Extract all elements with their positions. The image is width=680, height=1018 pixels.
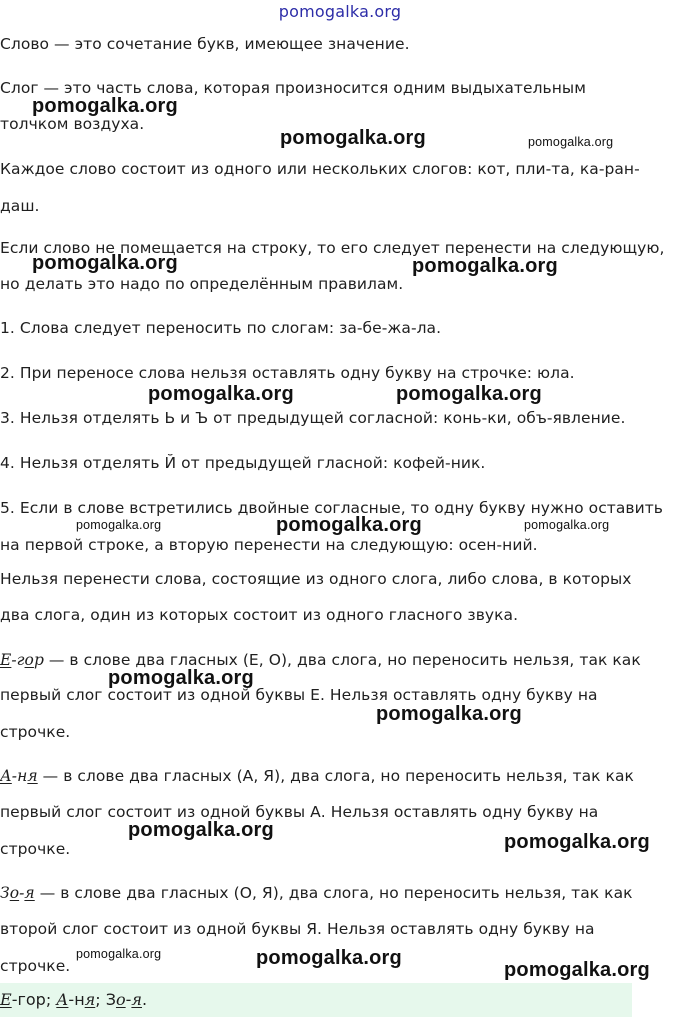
- rule-3: 3. Нельзя отделять Ь и Ъ от предыдущей согласной: конь-ки, объ-явление.: [0, 409, 626, 427]
- summary-word: [85, 990, 96, 1009]
- example-anya-line1: [0, 758, 680, 794]
- word-part: -: [19, 884, 25, 902]
- example-anya-line2: первый слог состоит из одной буквы А. Нельзя оставлять одну букву на: [0, 803, 599, 821]
- site-header: pomogalka.org: [278, 2, 402, 21]
- summary-word: [56, 990, 68, 1009]
- example-egor-text: — в слове два гласных (Е, О), два слога, но переносить нельзя, так как: [43, 651, 641, 669]
- vowel-mark: я: [84, 990, 96, 1009]
- vowel-mark: о: [115, 990, 126, 1009]
- rule-2: 2. При переносе слова нельзя оставлять одну букву на строчке: юла.: [0, 364, 575, 382]
- watermark: pomogalka.org: [376, 703, 522, 725]
- example-egor-line2: первый слог состоит из одной буквы Е. Нельзя оставлять одну букву на: [0, 686, 598, 704]
- definition-syllable-line1: Слог — это часть слова, которая произносится одним выдыхательным: [0, 79, 586, 97]
- watermark: pomogalka.org: [412, 255, 558, 277]
- definition-syllable-line2: толчком воздуха.: [0, 115, 145, 133]
- example-anya-text: — в слове два гласных (А, Я), два слога, но переносить нельзя, так как: [37, 767, 634, 785]
- example-zoya-line3: строчке.: [0, 957, 71, 975]
- summary-part: -гор;: [11, 990, 57, 1009]
- summary-part: .: [142, 990, 148, 1009]
- transfer-line2: но делать это надо по определённым правилам.: [0, 275, 404, 293]
- vowel-mark: о: [9, 884, 20, 902]
- note-line2: два слога, один из которых состоит из одного гласного звука.: [0, 606, 519, 624]
- word-part: -н: [11, 767, 28, 785]
- watermark-small: pomogalka.org: [76, 518, 162, 532]
- each-word-line2: даш.: [0, 197, 40, 215]
- watermark: pomogalka.org: [32, 95, 178, 117]
- vowel-mark: я: [27, 767, 38, 785]
- vowel-mark: я: [24, 884, 35, 902]
- watermark: pomogalka.org: [32, 252, 178, 274]
- summary-part: ; З: [95, 990, 116, 1009]
- example-anya-line3: строчке.: [0, 840, 71, 858]
- summary-word: [0, 990, 12, 1009]
- watermark: pomogalka.org: [280, 127, 426, 149]
- watermark-small: pomogalka.org: [76, 947, 162, 961]
- watermark: pomogalka.org: [256, 947, 402, 969]
- vowel-mark: А: [56, 990, 69, 1009]
- example-zoya-text: — в слове два гласных (О, Я), два слога, но переносить нельзя, так как: [34, 884, 633, 902]
- answer-summary: [0, 983, 632, 1017]
- vowel-mark: Е: [0, 651, 12, 669]
- vowel-mark: А: [0, 767, 12, 785]
- watermark: pomogalka.org: [108, 667, 254, 689]
- watermark-small: pomogalka.org: [528, 135, 614, 149]
- example-egor-line1: [0, 642, 680, 678]
- watermark: pomogalka.org: [504, 959, 650, 981]
- example-zoya-line2: второй слог состоит из одной буквы Я. Нельзя оставлять одну букву на: [0, 920, 595, 938]
- summary-word: [116, 990, 126, 1009]
- vowel-mark: Е: [0, 990, 12, 1009]
- rule-5-line1: 5. Если в слове встретились двойные согласные, то одну букву нужно оставить: [0, 499, 663, 517]
- note-line1: Нельзя перенести слова, состоящие из одного слога, либо слова, в которых: [0, 570, 632, 588]
- watermark: pomogalka.org: [396, 383, 542, 405]
- rule-1: 1. Слова следует переносить по слогам: за-бе-жа-ла.: [0, 319, 442, 337]
- summary-part: -н: [68, 990, 85, 1009]
- word-part: З: [0, 884, 10, 902]
- example-zoya-word: [0, 884, 35, 902]
- example-egor-line3: строчке.: [0, 723, 71, 741]
- word-part: р: [33, 651, 44, 669]
- rule-5-line2: на первой строке, а вторую перенести на следующую: осен-ний.: [0, 536, 538, 554]
- watermark: pomogalka.org: [148, 383, 294, 405]
- summary-part: -: [125, 990, 132, 1009]
- watermark: pomogalka.org: [276, 514, 422, 536]
- watermark: pomogalka.org: [128, 819, 274, 841]
- example-anya-word: [0, 767, 38, 785]
- watermark: pomogalka.org: [504, 831, 650, 853]
- word-part: -г: [11, 651, 25, 669]
- definition-word: Слово — это сочетание букв, имеющее значение.: [0, 35, 410, 53]
- example-egor-word: [0, 651, 44, 669]
- example-zoya-line1: [0, 875, 680, 911]
- summary-word: [131, 990, 142, 1009]
- each-word-line1: Каждое слово состоит из одного или нескольких слогов: кот, пли-та, ка-ран-: [0, 160, 640, 178]
- vowel-mark: я: [131, 990, 142, 1009]
- vowel-mark: о: [24, 651, 34, 669]
- watermark-small: pomogalka.org: [524, 518, 610, 532]
- rule-4: 4. Нельзя отделять Й от предыдущей гласной: кофей-ник.: [0, 454, 486, 472]
- transfer-line1: Если слово не помещается на строку, то его следует перенести на следующую,: [0, 239, 665, 257]
